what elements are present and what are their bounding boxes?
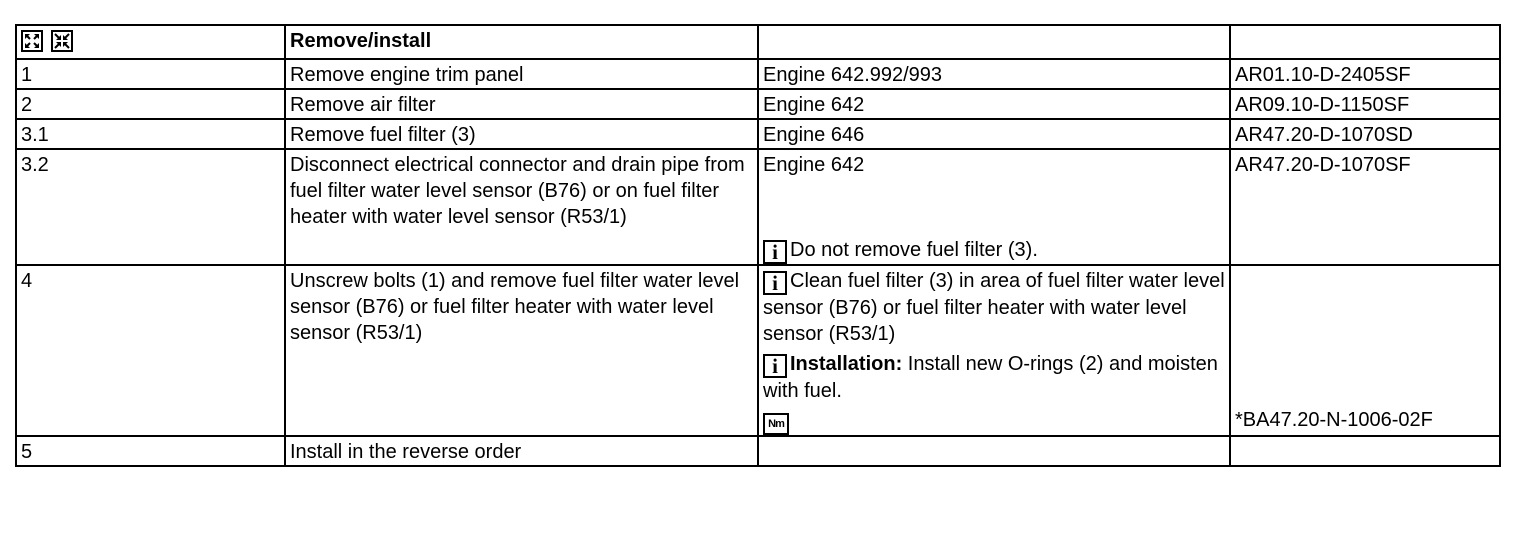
step-number: 4 bbox=[16, 265, 285, 436]
table-row bbox=[16, 149, 1500, 265]
table-row bbox=[16, 89, 1500, 119]
header-title: Remove/install bbox=[285, 25, 758, 59]
torque-nm-icon[interactable]: Nm bbox=[763, 413, 789, 435]
header-empty-cell bbox=[1230, 25, 1500, 59]
table-row bbox=[16, 59, 1500, 89]
table-header-row bbox=[16, 25, 1500, 59]
step-action: Remove air filter bbox=[285, 89, 758, 119]
step-condition: Engine 646 bbox=[758, 119, 1230, 149]
step-number: 1 bbox=[16, 59, 285, 89]
empty-cell bbox=[1230, 436, 1500, 466]
step-reference-link[interactable]: AR47.20-D-1070SF bbox=[1230, 149, 1500, 265]
step-number: 3.1 bbox=[16, 119, 285, 149]
step-condition: Engine 642.992/993 bbox=[758, 59, 1230, 89]
header-icon-cell bbox=[16, 25, 285, 59]
step-reference-link[interactable]: AR09.10-D-1150SF bbox=[1230, 89, 1500, 119]
info-icon[interactable]: i bbox=[763, 354, 787, 378]
info-note bbox=[763, 268, 1225, 347]
installation-note bbox=[763, 351, 1225, 404]
step-action: Install in the reverse order bbox=[285, 436, 758, 466]
step-reference-link[interactable]: AR01.10-D-2405SF bbox=[1230, 59, 1500, 89]
step-action: Remove fuel filter (3) bbox=[285, 119, 758, 149]
collapse-icon[interactable] bbox=[51, 30, 73, 52]
procedure-table bbox=[15, 24, 1501, 467]
step-condition: Engine 642 bbox=[763, 154, 865, 176]
info-note bbox=[763, 237, 1038, 264]
step-condition: Engine 642 bbox=[758, 89, 1230, 119]
step-action: Disconnect electrical connector and drain pipe from fuel filter water level sensor (B76) or on fuel filter heater with water level sensor (R53/1) bbox=[285, 149, 758, 265]
step-number: 2 bbox=[16, 89, 285, 119]
installation-note-text: Install new O-rings (2) and moisten with fuel. bbox=[763, 353, 1218, 402]
step-condition-cell bbox=[758, 149, 1230, 265]
table-row bbox=[16, 265, 1500, 436]
step-number: 3.2 bbox=[16, 149, 285, 265]
step-action: Remove engine trim panel bbox=[285, 59, 758, 89]
expand-icon[interactable] bbox=[21, 30, 43, 52]
step-reference-cell bbox=[1230, 265, 1500, 436]
step-reference-link[interactable]: AR47.20-D-1070SD bbox=[1230, 119, 1500, 149]
table-row bbox=[16, 119, 1500, 149]
header-empty-cell bbox=[758, 25, 1230, 59]
step-notes-cell bbox=[758, 265, 1230, 436]
installation-label: Installation: bbox=[790, 353, 903, 375]
info-note-text: Clean fuel filter (3) in area of fuel filter water level sensor (B76) or fuel filter heater with water level sensor (R53/1) bbox=[763, 270, 1225, 345]
info-note-text: Do not remove fuel filter (3). bbox=[790, 239, 1038, 261]
empty-cell bbox=[758, 436, 1230, 466]
step-reference-link[interactable]: *BA47.20-N-1006-02F bbox=[1235, 409, 1433, 431]
table-row bbox=[16, 436, 1500, 466]
info-icon[interactable]: i bbox=[763, 271, 787, 295]
step-action: Unscrew bolts (1) and remove fuel filter water level sensor (B76) or fuel filter heater with water level sensor (R53/1) bbox=[285, 265, 758, 436]
step-number: 5 bbox=[16, 436, 285, 466]
info-icon[interactable]: i bbox=[763, 240, 787, 264]
